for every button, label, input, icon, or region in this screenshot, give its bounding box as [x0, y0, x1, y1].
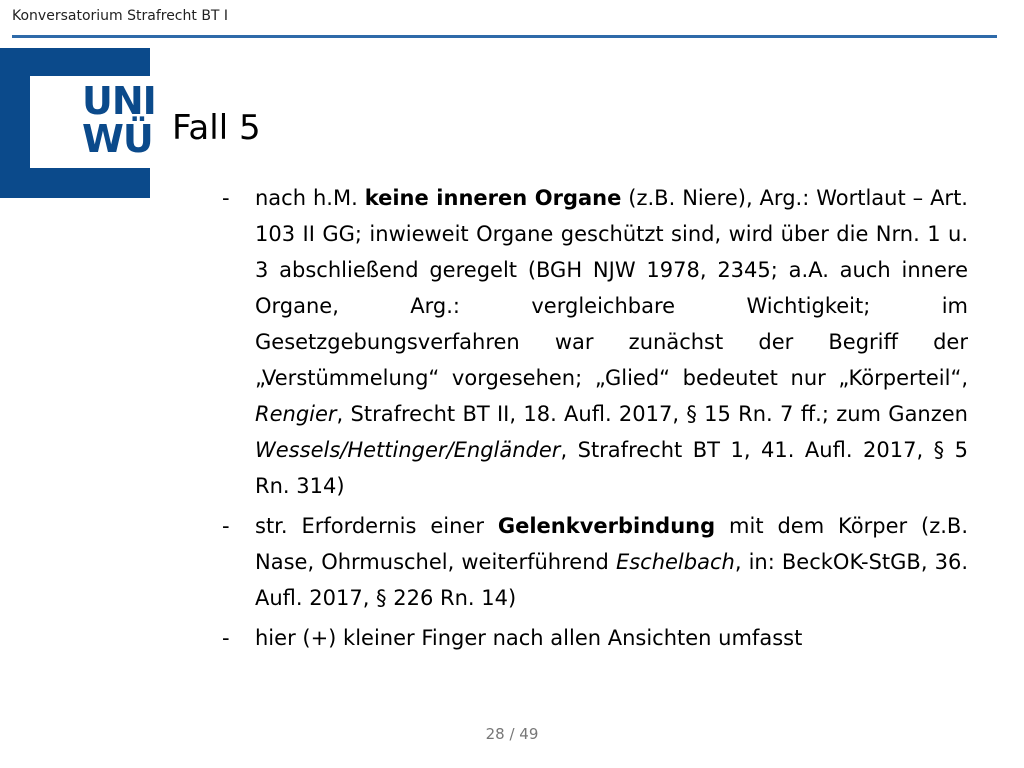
author-name: Eschelbach	[615, 550, 735, 574]
bold-term: Gelenkverbindung	[497, 514, 716, 538]
bullet-dash: -	[222, 514, 230, 538]
header-divider	[12, 35, 997, 38]
logo-panel	[30, 76, 156, 168]
text-segment: mit dem Körper (z.B. Nase, Ohrmuschel, weiterführend	[255, 514, 968, 574]
text-segment: nach h.M.	[255, 186, 365, 210]
bold-term: keine inneren Organe	[364, 186, 622, 210]
bullet-text	[255, 180, 968, 504]
logo-line-2: WÜ	[82, 117, 153, 161]
author-name: Wessels/Hettinger/Engländer	[255, 438, 561, 462]
bullet-item	[222, 620, 968, 656]
logo-text	[82, 79, 156, 161]
text-segment: , Strafrecht BT II, 18. Aufl. 2017, § 15 Rn. 7 ff.; zum Ganzen	[336, 402, 968, 426]
bullet-list	[222, 180, 968, 660]
text-segment: str. Erfordernis einer	[255, 514, 498, 538]
bullet-dash: -	[222, 626, 230, 650]
text-segment: (z.B. Niere), Arg.: Wortlaut – Art. 103 II GG; inwieweit Organe geschützt sind, wird über die Nrn. 1 u. 3 abschließend geregelt (BGH NJW 1978, 2345; a.A. auch innere Organe, Arg.: vergleichbare Wichtigkeit; im Gesetzgebungsverfahren war zunächst der Begriff der „Verstümmelung“ vorgesehen; „Glied“ bedeutet nur „Körperteil“,	[255, 186, 968, 390]
author-name: Rengier	[255, 402, 337, 426]
bullet-dash: -	[222, 186, 230, 210]
university-logo	[0, 48, 156, 198]
text-segment: hier (+) kleiner Finger nach allen Ansichten umfasst	[255, 626, 803, 650]
bullet-text	[255, 508, 968, 616]
page-number: 28 / 49	[485, 725, 539, 743]
bullet-item	[222, 508, 968, 616]
slide-title: Fall 5	[172, 108, 261, 148]
bullet-text	[255, 620, 968, 656]
text-segment: , in: BeckOK-StGB, 36. Aufl. 2017, § 226 Rn. 14)	[255, 550, 968, 610]
text-segment: , Strafrecht BT 1, 41. Aufl. 2017, § 5 Rn. 314)	[255, 438, 968, 498]
logo-line-1: UNI	[82, 79, 156, 123]
bullet-item	[222, 180, 968, 504]
course-title: Konversatorium Strafrecht BT I	[12, 8, 229, 24]
